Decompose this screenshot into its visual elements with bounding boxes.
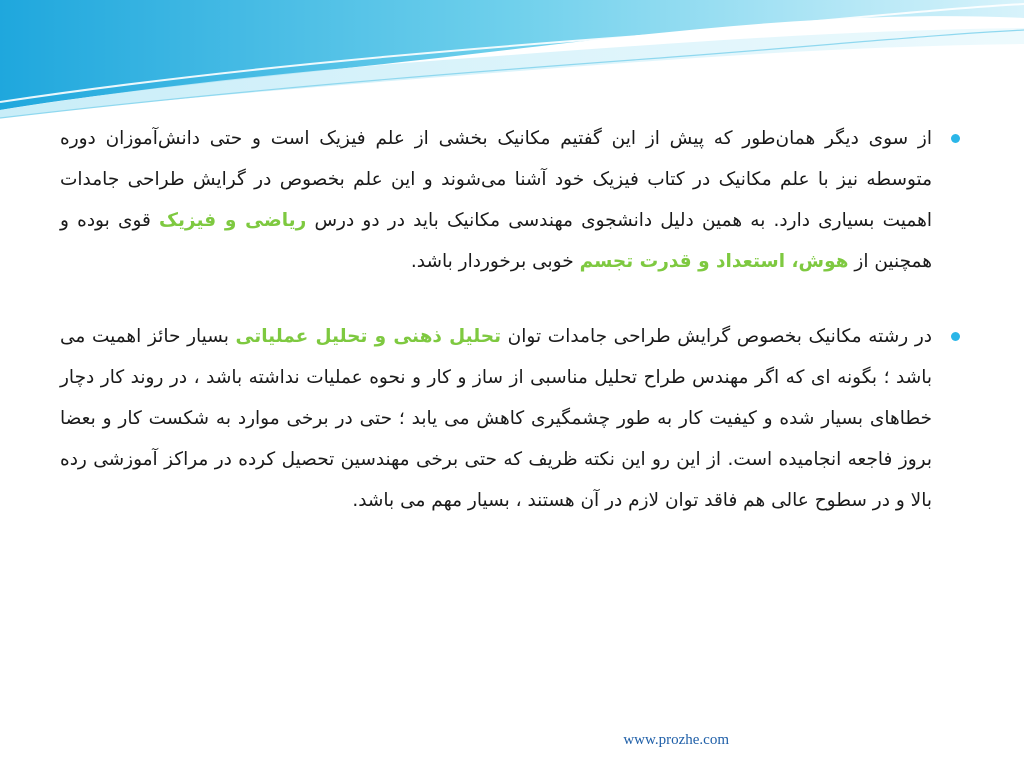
paragraph-text: خوبی برخوردار باشد.: [410, 251, 580, 272]
bullet-paragraph-1: [60, 118, 940, 282]
footer-website-link[interactable]: www.prozhe.com: [623, 732, 729, 748]
slide-content: [60, 118, 940, 555]
paragraph-text: بسیار حائز اهمیت می باشد ؛ بگونه ای که اگر مهندس طراح تحلیل مناسبی از ساز و کار و نحوه عملیات نداشته باشد ، در روند کار دچار خطاهای بسیار شده و کیفیت کار به طور چشمگیری کاهش می یابد ؛ حتی در برخی موارد به شکست کار و بعضا بروز فاجعه انجامیده است. از این رو این نکته ظریف که حتی برخی مهندسین تحصیل کرده در مراکز آموزشی رده بالا و در سطوح عالی هم فاقد توان لازم در آن هستند ، بسیار مهم می باشد.: [60, 326, 932, 511]
paragraph-text: در رشته مکانیک بخصوص گرایش طراحی جامدات توان: [501, 326, 932, 347]
bullet-paragraph-2: [60, 316, 940, 521]
highlight-text: ریاضی و فیزیک: [159, 210, 307, 231]
header-wave-decoration: [0, 0, 1024, 130]
highlight-text: تحلیل ذهنی و تحلیل عملیاتی: [235, 326, 502, 347]
paragraph-text: از سوی دیگر همان‌طور که پیش از این گفتیم مکانیک بخشی از علم فیزیک است و حتی دانش‌آموزان دوره متوسطه نیز با علم مکانیک در کتاب فیزیک خود آشنا می‌شوند و این علم بخصوص در گرایش طراحی جامدات اهمیت بسیاری دارد. به همین دلیل دانشجوی مهندسی مکانیک باید در دو درس: [60, 128, 932, 231]
bullet-dot-icon: [951, 332, 960, 341]
bullet-dot-icon: [951, 134, 960, 143]
paragraph-text: قوی بوده و همچنین از: [60, 210, 932, 272]
highlight-text: هوش، استعداد و قدرت تجسم: [579, 251, 849, 272]
